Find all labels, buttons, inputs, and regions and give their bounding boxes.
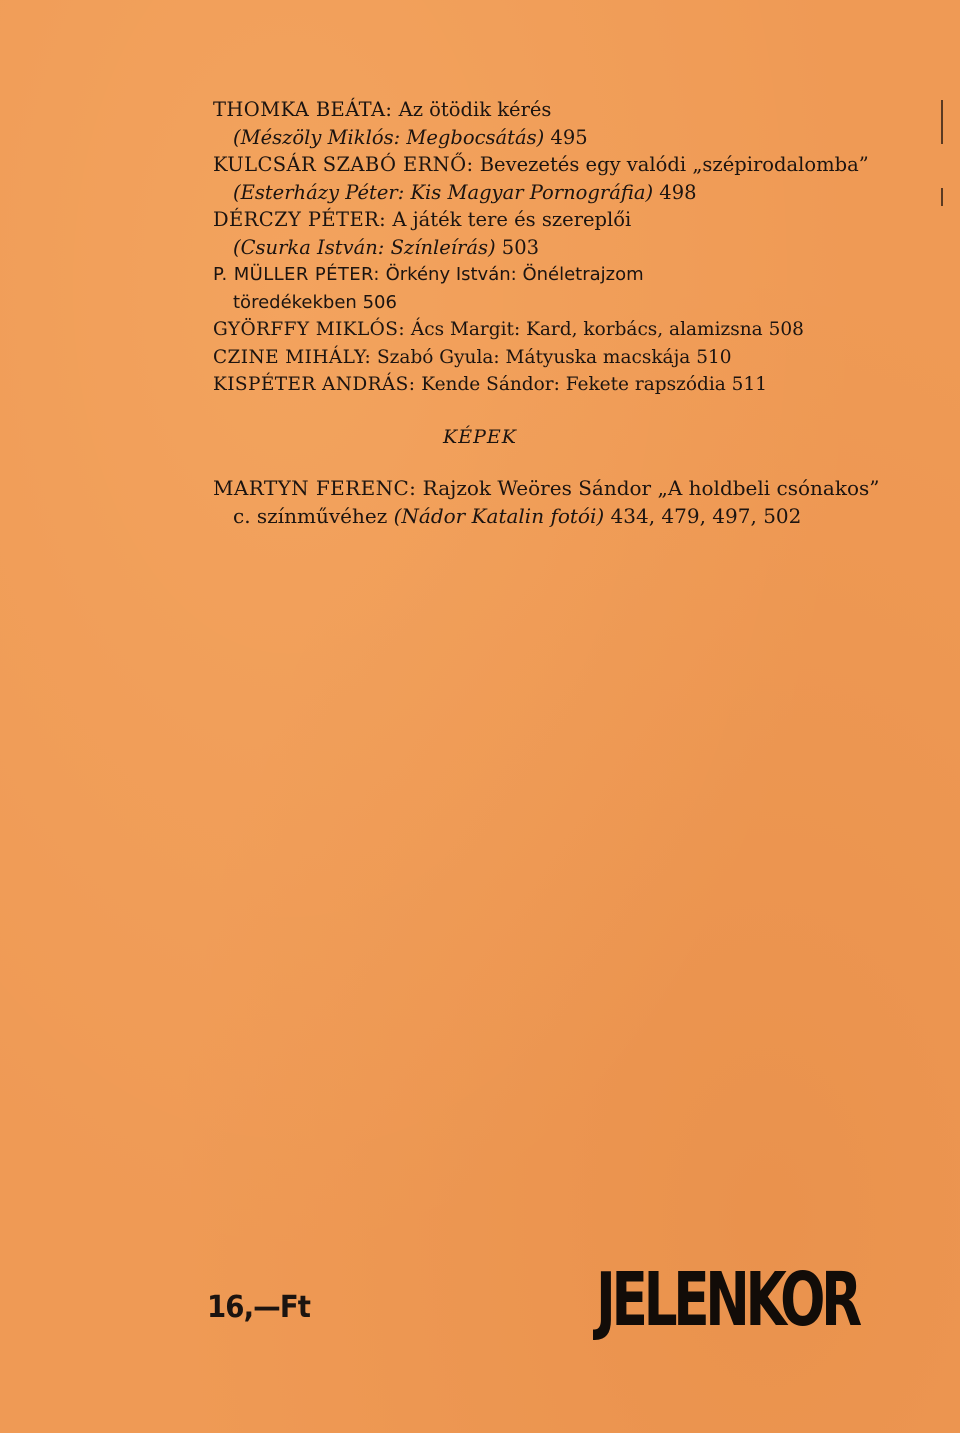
toc-reviewed-work: (Mészöly Miklós: Megbocsátás) bbox=[233, 125, 545, 149]
jelenkor-logo: JELENKOR bbox=[596, 1257, 858, 1343]
toc-author: DÉRCZY PÉTER: bbox=[213, 208, 387, 231]
toc-author: THOMKA BEÁTA: bbox=[213, 98, 393, 121]
toc-entry-line bbox=[213, 206, 913, 234]
toc-entry-line bbox=[213, 234, 913, 262]
images-page-numbers: 434, 479, 497, 502 bbox=[610, 504, 802, 528]
toc-entry-line bbox=[213, 151, 913, 179]
images-entry-line bbox=[213, 474, 913, 502]
toc-entry-line bbox=[213, 289, 913, 317]
margin-mark bbox=[941, 188, 943, 206]
toc-title: Ács Margit: Kard, korbács, alamizsna bbox=[410, 319, 763, 340]
toc-entry-line bbox=[213, 124, 913, 152]
toc-entry-line bbox=[213, 316, 913, 344]
toc-page-number: 503 bbox=[501, 235, 540, 259]
images-title: Rajzok Weöres Sándor „A holdbeli csónakos” bbox=[422, 476, 880, 500]
toc-entry-line bbox=[213, 344, 913, 372]
toc-author: CZINE MIHÁLY: bbox=[213, 346, 372, 368]
toc-author: KULCSÁR SZABÓ ERNŐ: bbox=[213, 153, 474, 176]
toc-page-number: 506 bbox=[362, 291, 397, 313]
images-section bbox=[213, 474, 913, 530]
toc-title: A játék tere és szereplői bbox=[392, 208, 632, 231]
toc-page-number: 511 bbox=[731, 374, 767, 395]
toc-author: KISPÉTER ANDRÁS: bbox=[213, 374, 416, 395]
toc-title: Bevezetés egy valódi „szépirodalomba” bbox=[479, 153, 869, 176]
images-author: MARTYN FERENC: bbox=[213, 476, 417, 500]
table-of-contents bbox=[213, 96, 913, 399]
toc-author: GYÖRFFY MIKLÓS: bbox=[213, 319, 405, 340]
toc-title-continued: töredékekben bbox=[233, 291, 357, 313]
toc-entry-line bbox=[213, 179, 913, 207]
toc-reviewed-work: (Csurka István: Színleírás) bbox=[233, 235, 496, 259]
toc-reviewed-work: (Esterházy Péter: Kis Magyar Pornográfia) bbox=[233, 180, 654, 204]
images-title-continued: c. színművéhez bbox=[233, 504, 388, 528]
toc-author: P. MÜLLER PÉTER: bbox=[213, 264, 380, 285]
toc-title: Örkény István: Önéletrajzom bbox=[385, 264, 644, 285]
toc-page-number: 495 bbox=[550, 125, 588, 149]
toc-title: Kende Sándor: Fekete rapszódia bbox=[421, 374, 726, 395]
toc-page-number: 510 bbox=[696, 346, 732, 368]
toc-entry-line bbox=[213, 96, 913, 124]
price-label: 16,—Ft bbox=[207, 1290, 311, 1325]
toc-page-number: 508 bbox=[768, 319, 804, 340]
toc-entry-line bbox=[213, 371, 913, 399]
toc-page-number: 498 bbox=[659, 180, 697, 204]
section-heading-images: KÉPEK bbox=[443, 426, 517, 448]
toc-entry-line bbox=[213, 261, 913, 289]
toc-title: Az ötödik kérés bbox=[398, 98, 552, 121]
toc-title: Szabó Gyula: Mátyuska macskája bbox=[377, 346, 691, 368]
images-photo-credit: (Nádor Katalin fotói) bbox=[393, 504, 605, 528]
margin-mark bbox=[941, 100, 943, 144]
images-entry-line bbox=[213, 502, 913, 530]
